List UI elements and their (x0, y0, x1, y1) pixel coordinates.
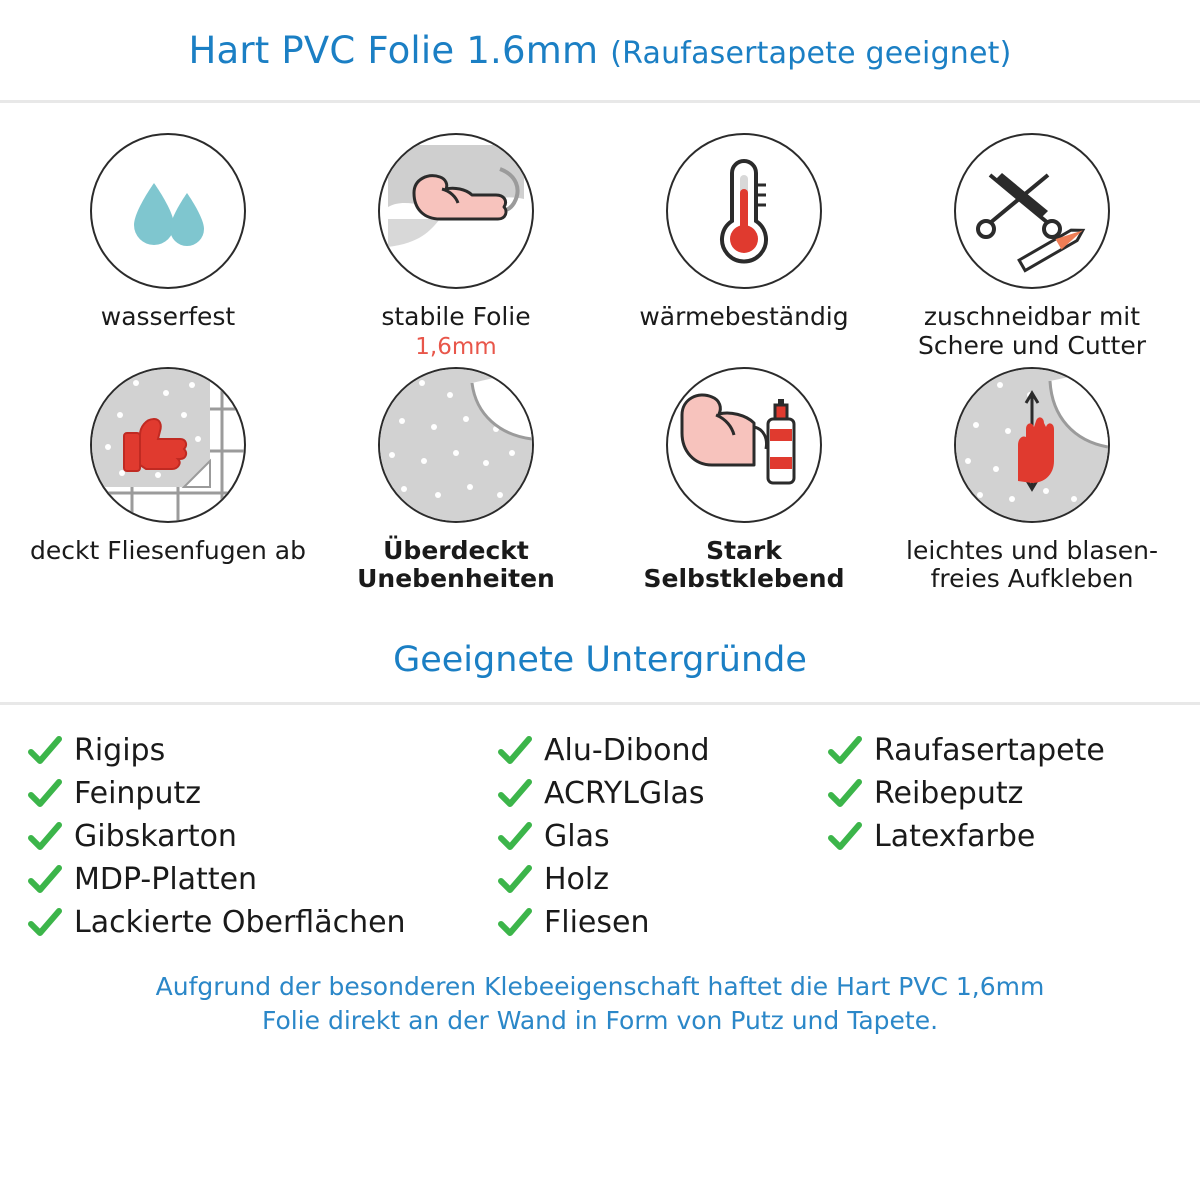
feature-label: zuschneidbar mit Schere und Cutter (918, 302, 1146, 360)
page-header (0, 0, 1200, 100)
feature-label: Stark Selbstklebend (643, 535, 845, 594)
list-item-label: Rigips (74, 733, 166, 768)
substrates-list (0, 705, 1200, 942)
list-item (828, 774, 1200, 813)
feature-icon-circle (90, 367, 246, 523)
strong-arm-foil-icon (380, 135, 532, 287)
check-icon (498, 778, 532, 810)
list-item-label: Fliesen (544, 905, 650, 940)
list-item-label: Feinputz (74, 776, 201, 811)
check-icon (498, 735, 532, 767)
feature-item (24, 367, 312, 595)
list-item-label: Reibeputz (874, 776, 1024, 811)
list-item-label: Glas (544, 819, 610, 854)
feature-item (312, 133, 600, 361)
feature-item (888, 367, 1176, 595)
feature-grid (0, 103, 1200, 594)
list-item (28, 860, 498, 899)
list-item-label: ACRYLGlas (544, 776, 705, 811)
page-title (188, 29, 1011, 72)
list-item (498, 903, 828, 942)
list-item-label: Raufasertapete (874, 733, 1105, 768)
footer-note (0, 970, 1200, 1038)
feature-item (888, 133, 1176, 361)
footer-note-line2: Folie direkt an der Wand in Form von Putz und Tapete. (261, 1005, 939, 1035)
feature-item (600, 367, 888, 595)
feature-icon-circle (666, 133, 822, 289)
list-item (28, 817, 498, 856)
check-icon (28, 821, 62, 853)
feature-item (312, 367, 600, 595)
feature-icon-circle (90, 133, 246, 289)
feature-item (600, 133, 888, 361)
feature-label: wasserfest (100, 302, 236, 331)
list-item (828, 731, 1200, 770)
foil-peel-icon (380, 369, 532, 521)
list-item (498, 774, 828, 813)
feature-label: leichtes und blasen- freies Aufkleben (906, 535, 1158, 594)
feature-icon-circle (954, 367, 1110, 523)
list-item (498, 817, 828, 856)
check-icon (828, 735, 862, 767)
list-item-label: Holz (544, 862, 609, 897)
list-item-label: Gibskarton (74, 819, 237, 854)
substrate-column (498, 731, 828, 942)
feature-label: wärmebeständig (639, 302, 849, 331)
feature-label: Überdeckt Unebenheiten (357, 535, 555, 594)
check-icon (28, 907, 62, 939)
page-title-sub: (Raufasertapete geeignet) (610, 35, 1012, 71)
feature-sublabel: 1,6mm (415, 333, 497, 360)
feature-icon-circle (378, 133, 534, 289)
thumbs-up-tile-icon (92, 369, 244, 521)
list-item (498, 731, 828, 770)
feature-item (24, 133, 312, 361)
arm-glue-icon (668, 369, 820, 521)
check-icon (828, 821, 862, 853)
substrate-column (28, 731, 498, 942)
list-item (28, 774, 498, 813)
footer-note-line1: Aufgrund der besonderen Klebeeigenschaft haftet die Hart PVC 1,6mm (155, 972, 1045, 1001)
list-item-label: Lackierte Oberflächen (74, 905, 406, 940)
list-item (828, 817, 1200, 856)
check-icon (28, 864, 62, 896)
list-item-label: Latexfarbe (874, 819, 1036, 854)
check-icon (28, 735, 62, 767)
list-item (498, 860, 828, 899)
page-title-main: Hart PVC Folie 1.6mm (188, 28, 611, 72)
section-title: Geeignete Untergründe (393, 640, 807, 680)
check-icon (828, 778, 862, 810)
feature-icon-circle (666, 367, 822, 523)
hand-smooth-icon (956, 369, 1108, 521)
section-header (0, 640, 1200, 680)
feature-label: stabile Folie (381, 302, 531, 331)
check-icon (498, 821, 532, 853)
feature-label: deckt Fliesenfugen ab (29, 535, 306, 565)
water-drops-icon (92, 135, 244, 287)
thermometer-icon (668, 135, 820, 287)
check-icon (28, 778, 62, 810)
list-item (28, 731, 498, 770)
list-item-label: Alu-Dibond (544, 733, 710, 768)
list-item (28, 903, 498, 942)
list-item-label: MDP-Platten (74, 862, 258, 897)
check-icon (498, 907, 532, 939)
feature-icon-circle (954, 133, 1110, 289)
check-icon (498, 864, 532, 896)
scissors-cutter-icon (956, 135, 1108, 287)
feature-icon-circle (378, 367, 534, 523)
substrate-column (828, 731, 1200, 942)
